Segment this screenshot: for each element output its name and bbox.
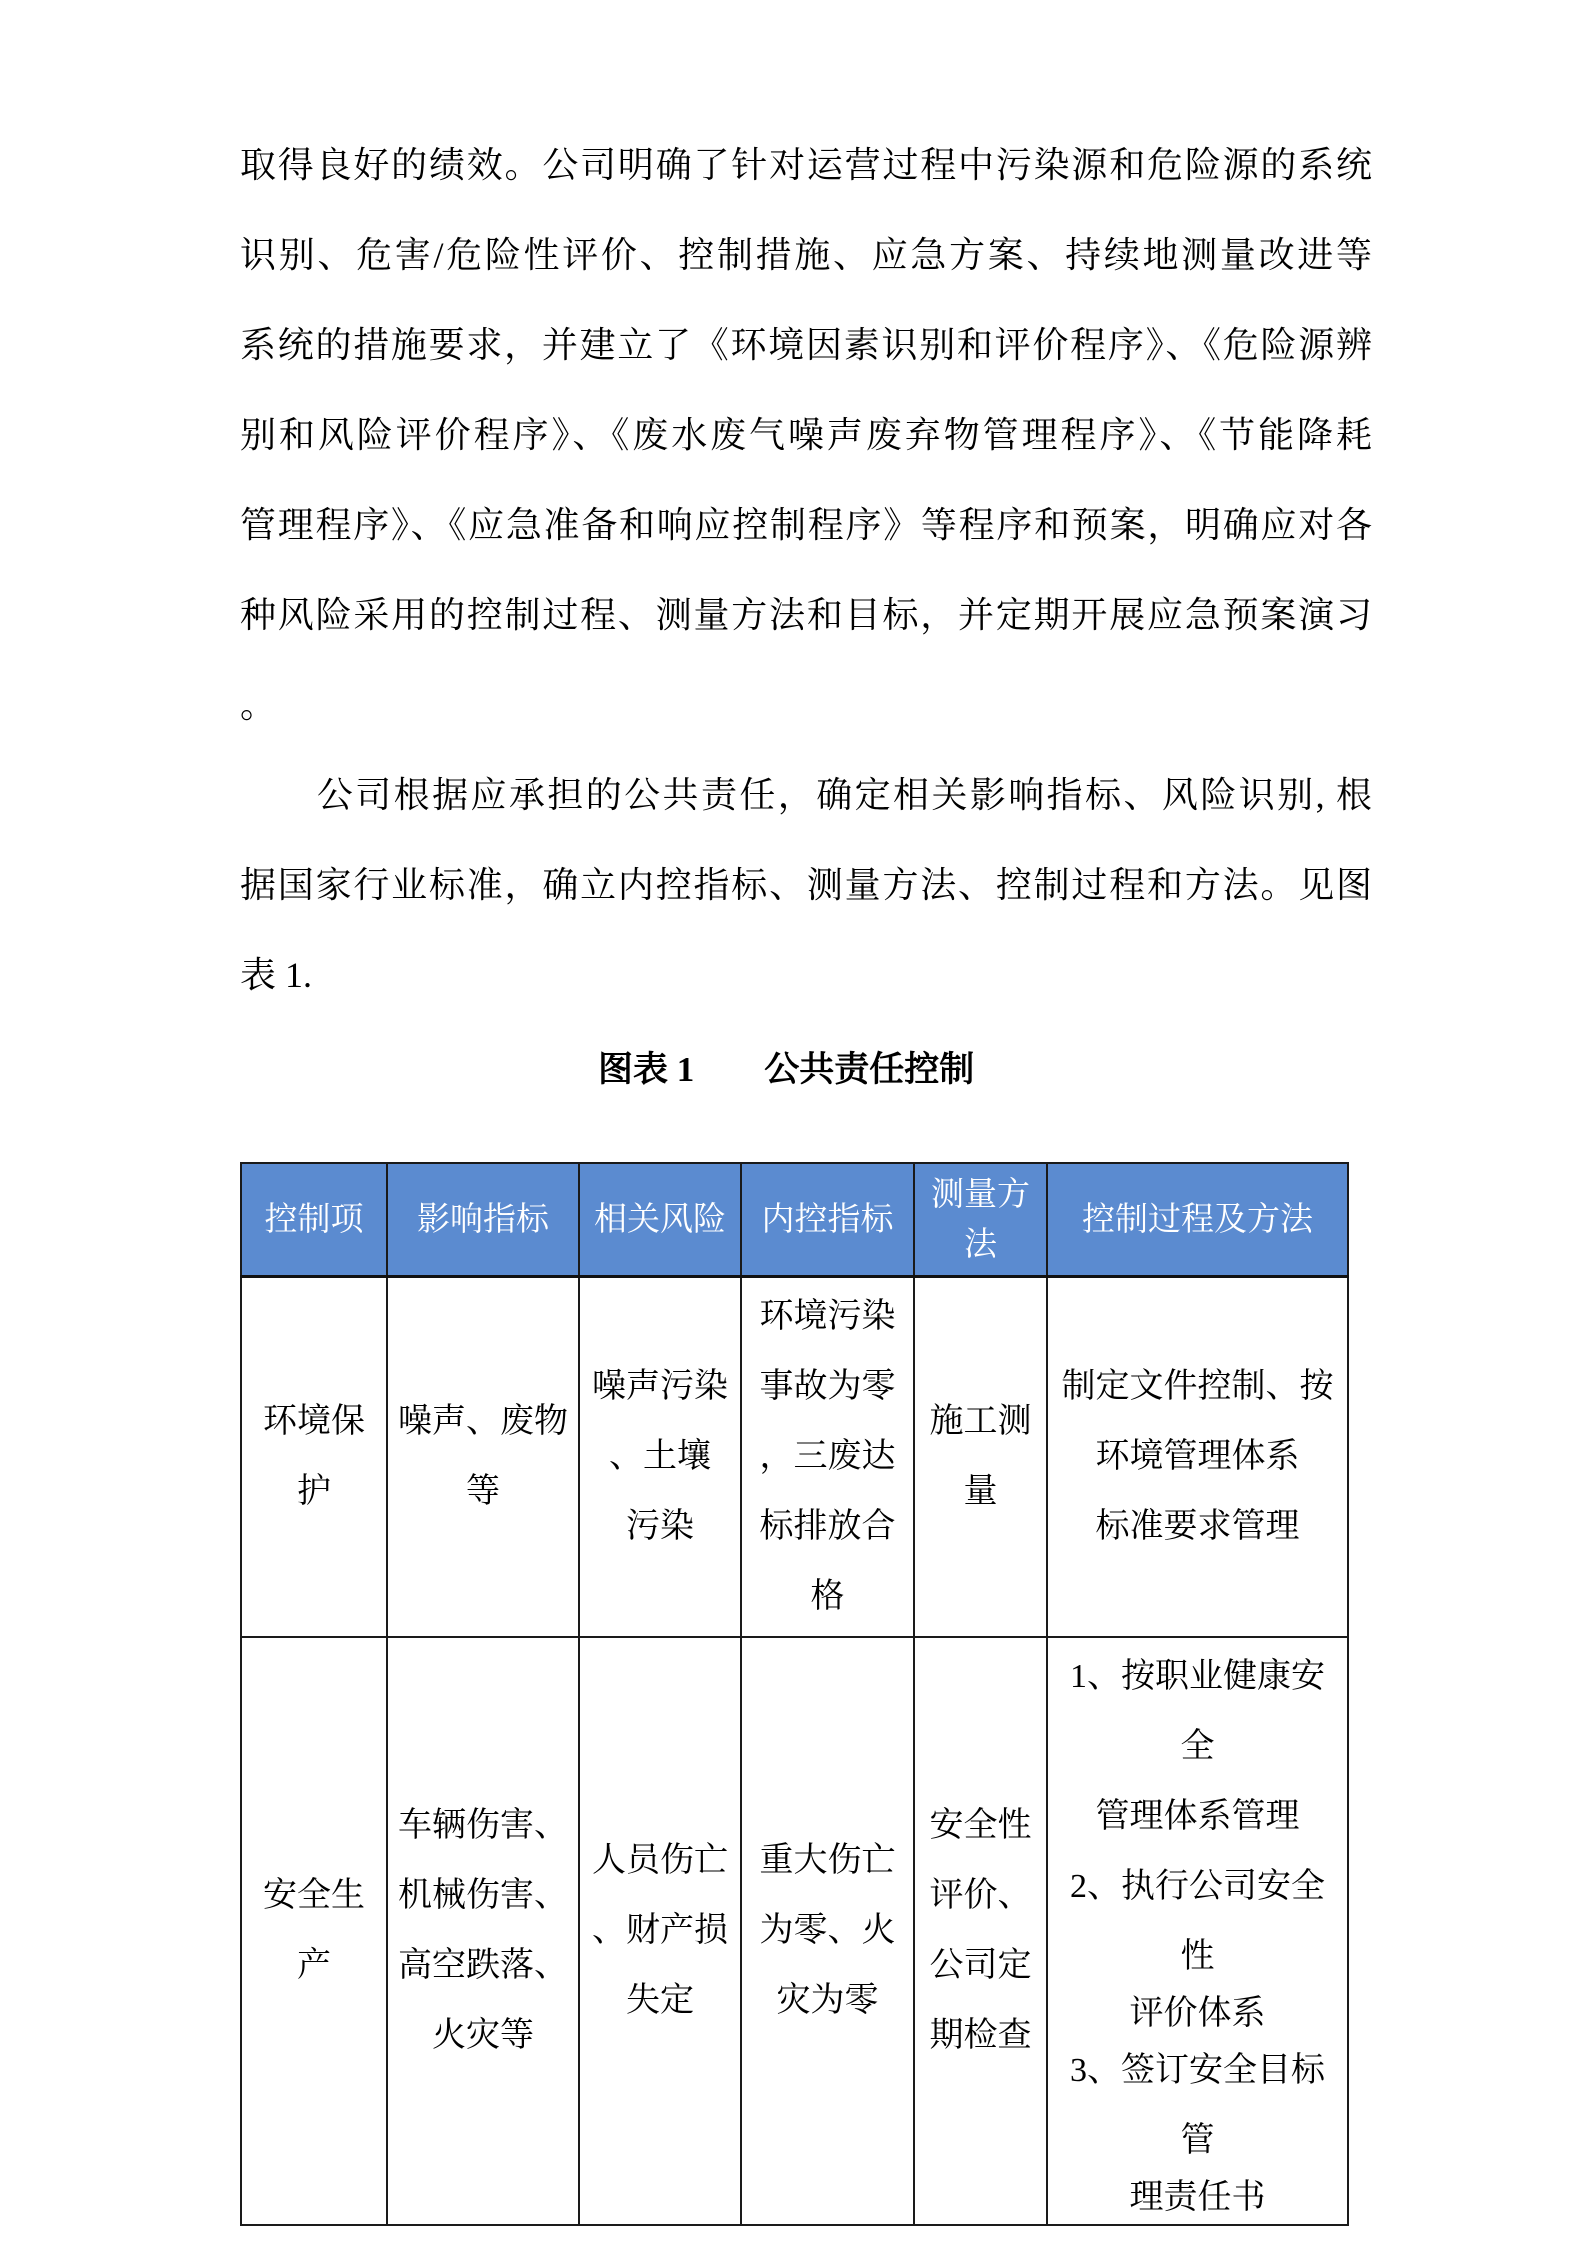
cell-safety-control-item: 安全生 产 <box>241 1637 387 2225</box>
table-row-safety <box>241 1637 1348 2225</box>
table-caption: 图表 1 公共责任控制 <box>598 1050 975 1089</box>
cell-safety-measurement-method: 安全性 评价、 公司定 期检查 <box>914 1637 1047 2225</box>
body-paragraph-1: 取得良好的绩效。公司明确了针对运营过程中污染源和危险源的系统 识别、危害/危险性评价、控制措施、应急方案、持续地测量改进等 系统的措施要求，并建立了《环境因素识别和评价程序》、《危险源辨 别和风险评价程序》、《废水废气噪声废弃物管理程序》、《节能降耗 管理程序》、《应急准备和响应控制程序》等程序和预案，明确应对各 种风险采用的控制过程、测量方法和目标，并定期开展应急预案演习 。 <box>240 145 1372 725</box>
header-cell-control-process: 控制过程及方法 <box>1047 1163 1348 1277</box>
cell-safety-impact-indicators: 车辆伤害、 机械伤害、 高空跌落、 火灾等 <box>387 1637 579 2225</box>
header-cell-control-item: 控制项 <box>241 1163 387 1277</box>
cell-env-related-risks: 噪声污染 、土壤 污染 <box>579 1277 741 1638</box>
cell-env-control-process: 制定文件控制、按 环境管理体系 标准要求管理 <box>1047 1277 1348 1638</box>
cell-env-measurement-method: 施工测 量 <box>914 1277 1047 1638</box>
header-cell-internal-control-indicators: 内控指标 <box>741 1163 914 1277</box>
table-header-row <box>241 1163 1348 1277</box>
public-responsibility-control-table <box>240 1162 1349 2226</box>
table-row-environment <box>241 1277 1348 1638</box>
cell-env-control-item: 环境保 护 <box>241 1277 387 1638</box>
header-cell-measurement-method: 测量方 法 <box>914 1163 1047 1277</box>
cell-safety-control-process: 1、按职业健康安全 管理体系管理 2、执行公司安全性 评价体系 3、签订安全目标管 理责任书 <box>1047 1637 1348 2225</box>
cell-safety-related-risks: 人员伤亡 、财产损 失定 <box>579 1637 741 2225</box>
header-cell-related-risks: 相关风险 <box>579 1163 741 1277</box>
body-paragraph-2: 公司根据应承担的公共责任，确定相关影响指标、风险识别, 根 据国家行业标准，确立内控指标、测量方法、控制过程和方法。见图 表 1. <box>240 775 1372 995</box>
cell-safety-internal-control-indicators: 重大伤亡 为零、火 灾为零 <box>741 1637 914 2225</box>
cell-env-impact-indicators: 噪声、废物 等 <box>387 1277 579 1638</box>
header-cell-impact-indicators: 影响指标 <box>387 1163 579 1277</box>
cell-env-internal-control-indicators: 环境污染 事故为零 ，三废达 标排放合 格 <box>741 1277 914 1638</box>
